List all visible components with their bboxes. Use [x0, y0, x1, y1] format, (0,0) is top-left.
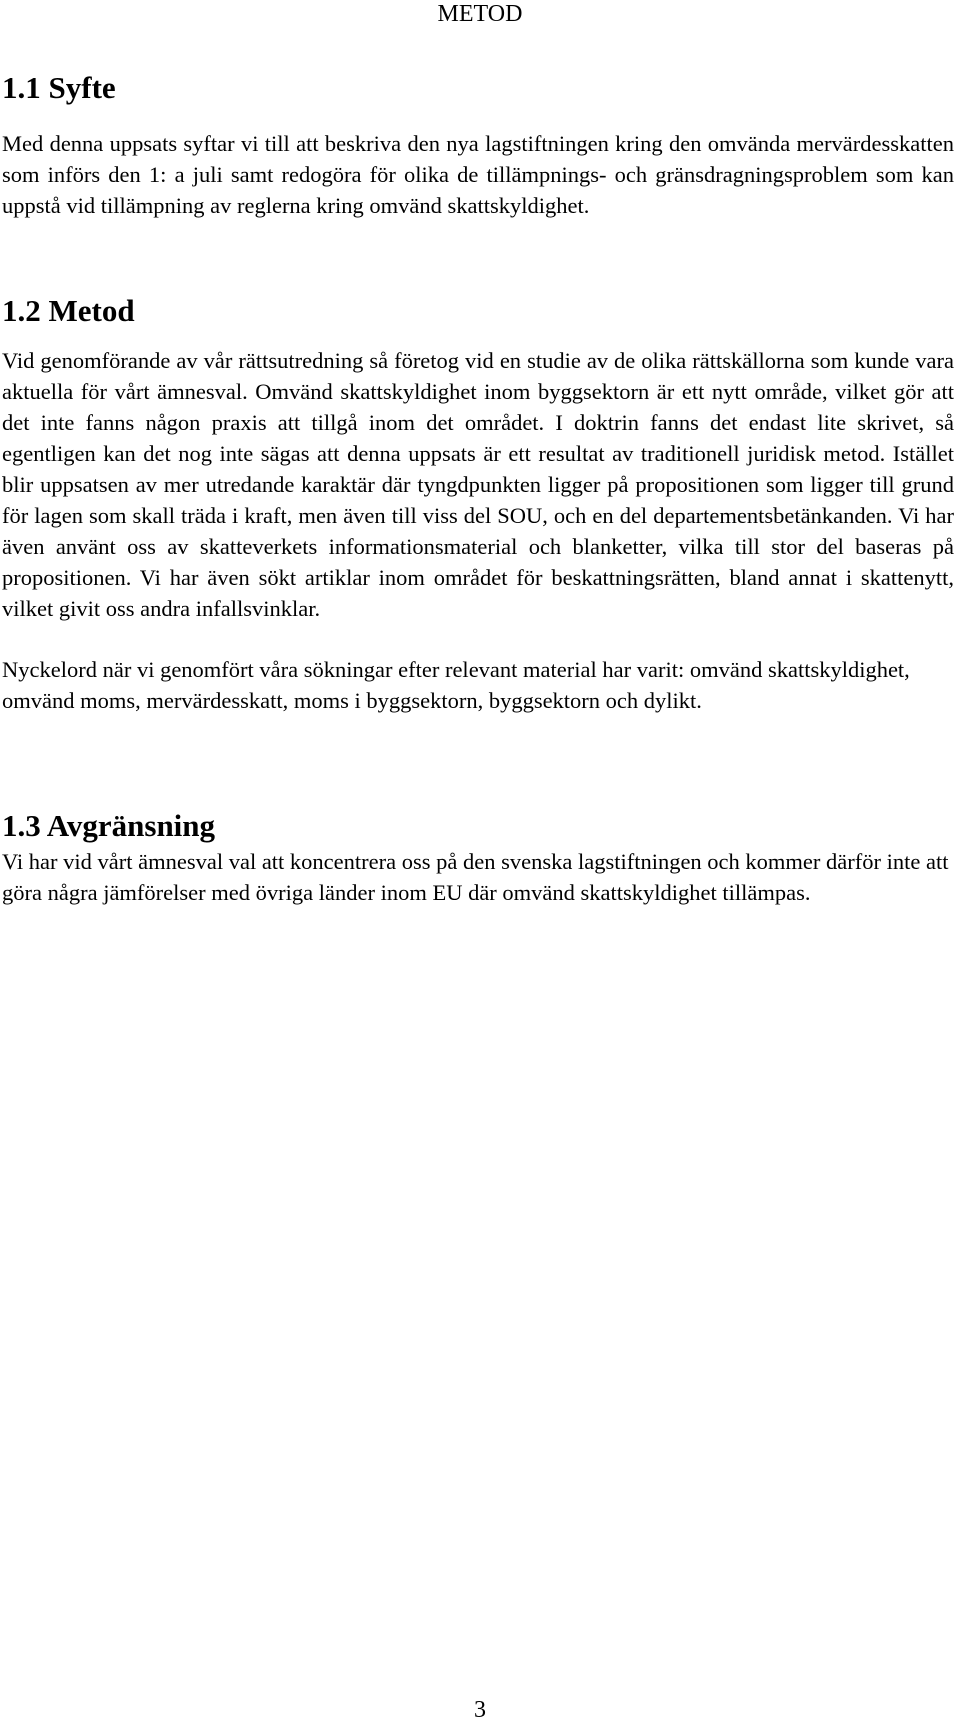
avgransning-paragraph: Vi har vid vårt ämnesval val att koncentrera oss på den svenska lagstiftningen och kommer därför inte att göra några jämförelser med övriga länder inom EU där omvänd skattskyldighet tillämpas.	[2, 849, 949, 905]
section-heading-metod: 1.2 Metod	[2, 293, 135, 328]
running-header: METOD	[437, 1, 523, 27]
page-number: 3	[474, 1697, 486, 1723]
syfte-paragraph: Med denna uppsats syftar vi till att beskriva den nya lagstiftningen kring den omvända mervärdesskatten som införs den 1: a juli samt redogöra för olika de tillämpnings- och gränsdragningsproblem som kan uppstå vid tillämpning av reglerna kring omvänd skattskyldighet.	[2, 131, 954, 218]
metod-paragraph-1: Vid genomförande av vår rättsutredning så företog vid en studie av de olika rättskällorna som kunde vara aktuella för vårt ämnesval. Omvänd skattskyldighet inom byggsektorn är ett nytt område, vilket gör att det inte fanns någon praxis att tillgå inom det området. I doktrin fanns det endast lite skrivet, så egentligen kan det nog inte sägas att denna uppsats är ett resultat av traditionell juridisk metod. Istället blir uppsatsen av mer utredande karaktär där tyngdpunkten ligger på propositionen som ligger till grund för lagen som skall träda i kraft, men även till viss del SOU, och en del departementsbetänkanden. Vi har även använt oss av skatteverkets informationsmaterial och blanketter, vilka till stor del baseras på propositionen. Vi har även sökt artiklar inom området för beskattningsrätten, bland annat i skattenytt, vilket givit oss andra infallsvinklar.	[2, 348, 954, 621]
section-heading-avgransning: 1.3 Avgränsning	[2, 808, 216, 843]
metod-paragraph-2: Nyckelord när vi genomfört våra sökningar efter relevant material har varit: omvänd skattskyldighet, omvänd moms, mervärdesskatt, moms i byggsektorn, byggsektorn och dylikt.	[2, 657, 910, 713]
page-content	[2, 68, 954, 908]
section-heading-syfte: 1.1 Syfte	[2, 70, 116, 105]
